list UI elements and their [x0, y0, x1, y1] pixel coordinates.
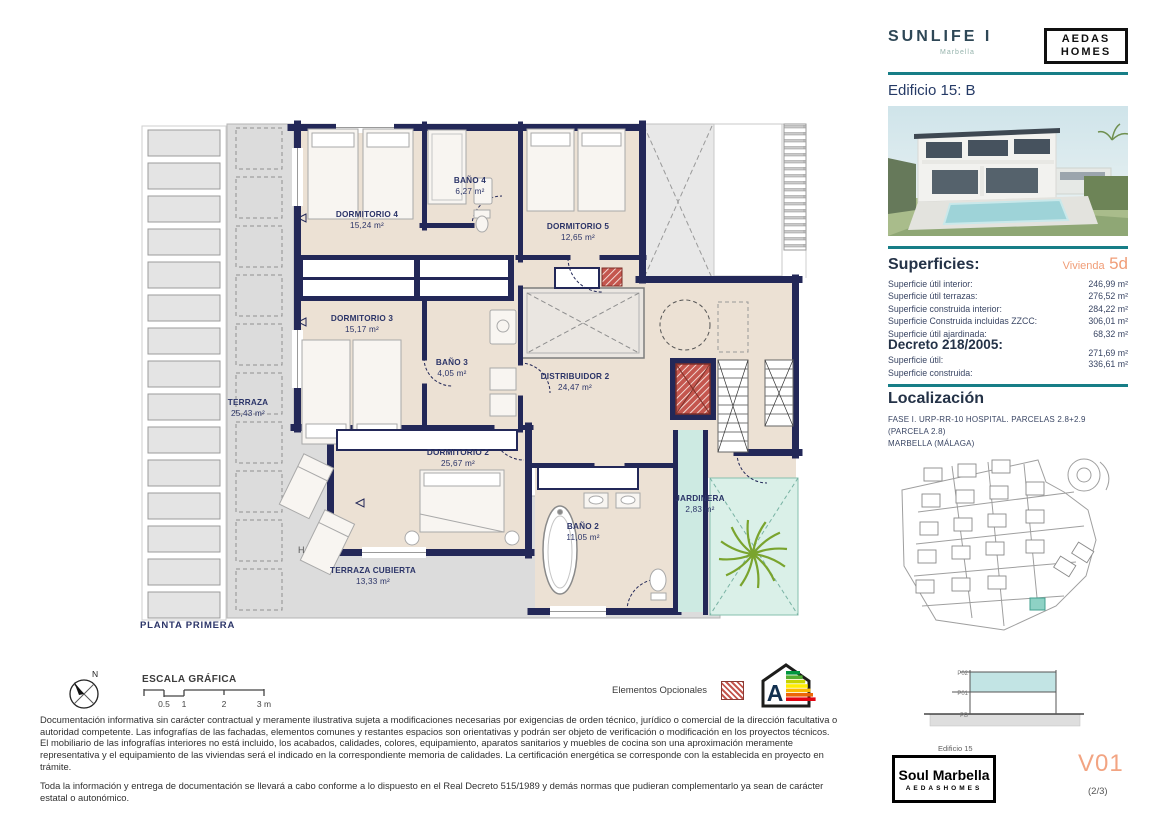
room-label-bano-3: BAÑO 3 4,05 m² [435, 358, 469, 378]
superficies-header [888, 254, 1128, 274]
info-panel [888, 28, 1128, 820]
room-label-dormitorio-2: DORMITORIO 2 25,67 m² [426, 448, 490, 468]
section-level-p01: P01 [957, 691, 968, 697]
scale-bar [142, 674, 272, 716]
decreto-row-label: Superficie construida: [888, 368, 973, 378]
project-brand [888, 28, 992, 64]
scale-tick-0: 0.5 [158, 699, 170, 709]
compass-icon [64, 666, 106, 712]
divider-teal-3 [888, 384, 1128, 387]
aedas-homes-logo: AEDAS HOMES [1044, 28, 1128, 64]
optional-elements-swatch [721, 681, 744, 700]
room-label-dormitorio-5: DORMITORIO 5 12,65 m² [546, 222, 610, 242]
project-title: SUNLIFE I [888, 28, 993, 45]
room-label-dormitorio-4: DORMITORIO 4 15,24 m² [335, 210, 399, 230]
scale-bar-drawing [142, 687, 272, 711]
section-level-p02: P02 [957, 671, 968, 677]
disclaimer-paragraph-2: Toda la información y entrega de documentación se llevará a cabo conforme a lo dispuesto en el Real Decreto 515/1989 y demás normas que pudieran complementarlo ya sean de carácter estatal o autonómico. [40, 780, 824, 803]
skylight-void [522, 288, 644, 358]
plan-title: PLANTA PRIMERA [140, 620, 236, 631]
divider-teal-1 [888, 72, 1128, 75]
scale-title: ESCALA GRÁFICA [142, 674, 237, 685]
compass-north-label: N [92, 669, 99, 679]
decreto-values: 271,69 m² 336,61 m² [1088, 348, 1128, 370]
vivienda-badge: Vivienda 5d [1062, 254, 1128, 273]
optional-elements-label: Elementos Opcionales [612, 685, 708, 696]
decreto-block [888, 337, 1128, 383]
superficies-row: Superficie construida interior: 284,22 m² [888, 303, 1128, 314]
louver-strip [148, 130, 220, 618]
building-title: Edificio 15: B [888, 82, 976, 99]
section-level-pb: PB [959, 713, 968, 719]
scale-tick-3: 3 m [256, 699, 272, 709]
energy-rating-letter: A [766, 680, 784, 706]
divider-teal-2 [888, 246, 1128, 249]
room-label-terraza-cubierta: TERRAZA CUBIERTA 13,33 m² [330, 566, 416, 586]
page-indicator: (2/3) [1088, 786, 1108, 797]
louver-band [784, 124, 806, 250]
superficies-row: Superficie útil interior: 246,99 m² [888, 279, 1128, 289]
room-label-terraza: TERRAZA 25,43 m² [227, 398, 269, 418]
localizacion-address: FASE I. URP-RR-10 HOSPITAL. PARCELAS 2.8+2.9 (PARCELA 2.8) MARBELLA (MÁLAGA) [888, 415, 1086, 448]
superficies-table [888, 279, 1128, 341]
disclaimer-paragraph-1: Documentación informativa sin carácter contractual y meramente ilustrativa sujeta a modificaciones necesarias por exigencias de orden técnico, jurídico o comercial de la dirección facultativa o autoridad competente. Las infografías de las fachadas, elementos comunes y restantes espacios son orientativas y podrán ser objeto de verificación o modificación en los proyectos técnicos. El mobiliario de las infografías interiores no está incluido, los acabados, calidades, colores, equipamiento, aparatos sanitarios y muebles de cocina son una aproximación meramente representativa y el equipamiento de las viviendas será el indicado en la correspondiente memoria de calidades. La certificación energética se corresponde con la establecida en proyecto en trámite. [40, 714, 838, 772]
map-highlighted-building [1030, 598, 1045, 610]
jardinera-strip [673, 430, 708, 615]
section-caption: Edificio 15 [938, 744, 973, 753]
brand-row [888, 28, 1128, 64]
h-marker: H [298, 545, 305, 555]
superficies-row: Superficie Construida incluidas ZZCC: 306,01 m² [888, 316, 1128, 327]
site-plan-map [888, 448, 1133, 653]
elevator-optional [670, 358, 716, 420]
superficies-row: Superficie útil terrazas: 276,52 m² [888, 291, 1128, 302]
superficies-title: Superficies: [888, 256, 980, 273]
room-label-dormitorio-3: DORMITORIO 3 15,17 m² [330, 314, 394, 334]
room-label-jardinera: JARDINERA 2,83 m² [675, 494, 725, 514]
villa-render-image [888, 106, 1128, 236]
room-label-bano-2: BAÑO 2 11,05 m² [566, 522, 600, 542]
decreto-title: Decreto 218/2005: [888, 337, 1003, 352]
highlighted-floor [970, 672, 1056, 692]
decreto-row-label: Superficie útil: [888, 355, 944, 365]
building-section-diagram [924, 658, 1084, 738]
localizacion-header [888, 390, 984, 408]
scale-tick-2: 2 [221, 699, 227, 709]
version-label: V01 [1078, 750, 1124, 777]
room-label-bano-4: BAÑO 4 6,27 m² [453, 176, 487, 196]
soul-marbella-logo: Soul Marbella AEDASHOMES [892, 755, 996, 803]
localizacion-title: Localización [888, 390, 985, 407]
energy-rating-icon [758, 660, 816, 710]
optional-element-small [602, 268, 622, 286]
scale-tick-1: 1 [181, 699, 187, 709]
project-subtitle: Marbella [940, 49, 975, 56]
superficies-row: Superficie útil ajardinada: 68,32 m² [888, 328, 1128, 339]
room-label-distribuidor-2: DISTRIBUIDOR 2 24,47 m² [540, 372, 610, 392]
optional-elements-legend [612, 681, 744, 700]
floor-plan [122, 118, 812, 623]
